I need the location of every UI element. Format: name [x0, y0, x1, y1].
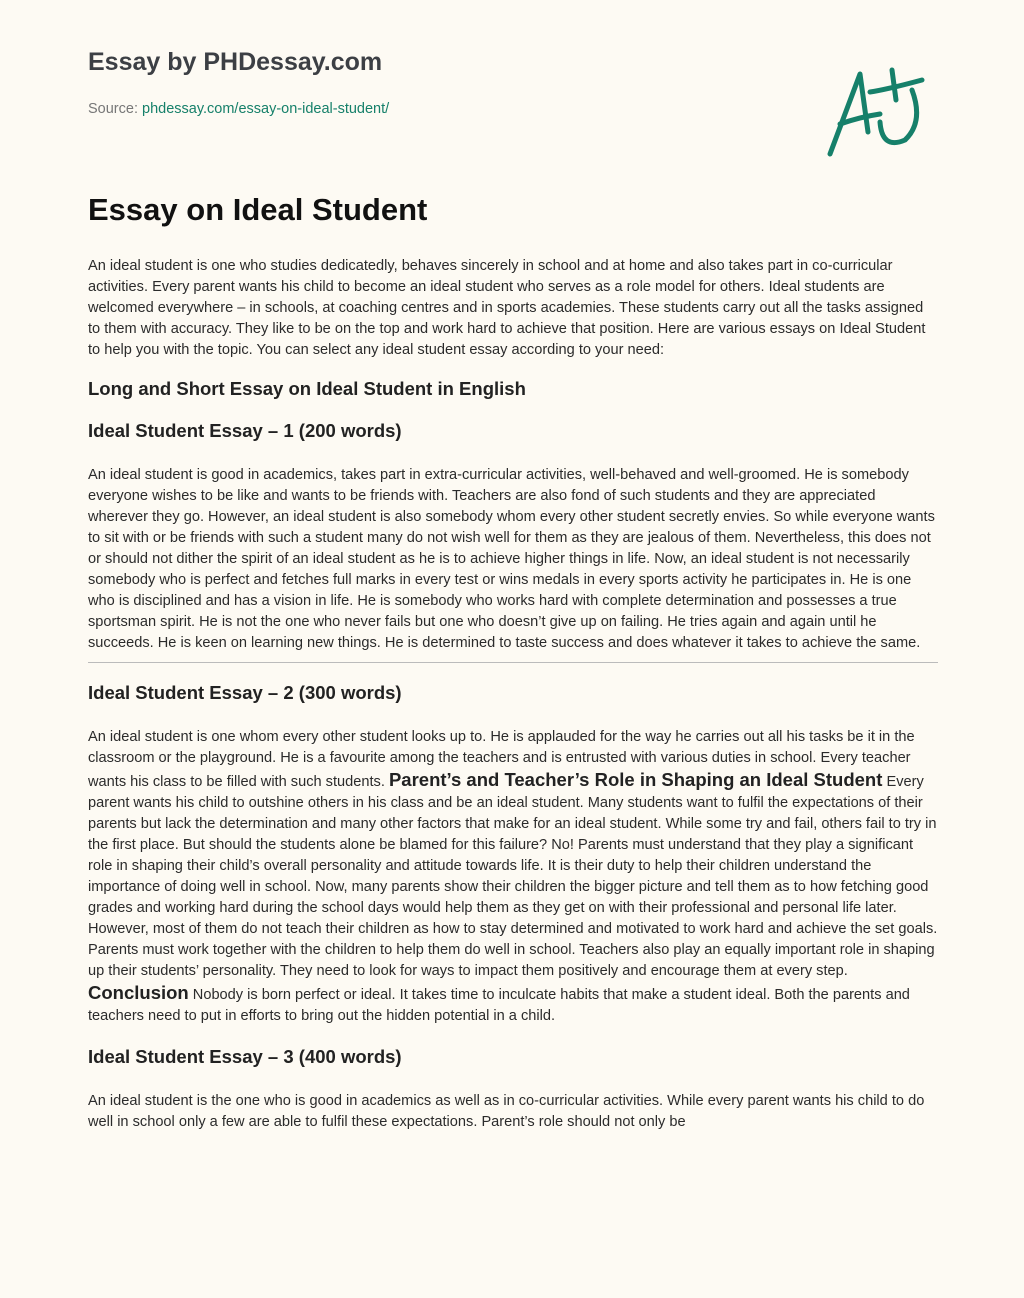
essay-3-text: An ideal student is the one who is good in academics as well as in co-curricular activities. While every parent wants his child to do well in school only a few are able to fulfil these expectations. Parent’s role should not only be [88, 1093, 925, 1130]
source-link[interactable]: phdessay.com/essay-on-ideal-student/ [142, 101, 390, 117]
essay-2-text-1: An ideal student is one whom every other student looks up to. He is applauded for the way he carries out all his tasks be it in the classroom or the playground. He is a favourite among the teachers and is entrusted with various duties in school. Every teacher wants his class to be filled with such students. [88, 729, 915, 790]
source-label: Source: [88, 101, 138, 117]
essay-2-text-2: Every parent wants his child to outshine others in his class and be an ideal student. Many students want to fulfil the expectations of their parents but lack the determination and many other factors that make for an ideal student. While some try and fail, others fail to try in the first place. But should the students alone be blamed for this failure? No! Parents must understand that they play a significant role in shaping their child’s overall personality and attitude towards life. It is their duty to help their children understand the importance of doing well in school. Now, many parents show their children the bigger picture and tell them as to how fetching good grades and working hard during the school days would help them as they get on with their professional and personal life later. However, most of them do not teach their children as how to stay determined and motivated to work hard and achieve the set goals. Parents must work together with the children to help them do well in school. Teachers also play an equally important role in shaping up their students’ personality. They need to look for ways to impact them positively and encourage them at every step. [88, 774, 938, 979]
essay-2-subheading-role: Parent’s and Teacher’s Role in Shaping an Ideal Student [388, 769, 883, 790]
source-line [88, 101, 389, 117]
essay-2-text [88, 727, 938, 1027]
essay-2-heading: Ideal Student Essay – 2 (300 words) [88, 682, 402, 703]
a-plus-logo-icon [820, 62, 930, 162]
essay-1-heading: Ideal Student Essay – 1 (200 words) [88, 420, 402, 441]
article [88, 190, 938, 1133]
essay-2-subheading-conclusion: Conclusion [88, 982, 189, 1003]
section-heading: Long and Short Essay on Ideal Student in English [88, 378, 526, 399]
essay-2-text-3: Nobody is born perfect or ideal. It takes time to inculcate habits that make a student ideal. Both the parents and teachers need to put in efforts to bring out the hidden potential in a child. [88, 987, 910, 1024]
essay-3-heading: Ideal Student Essay – 3 (400 words) [88, 1046, 402, 1067]
divider [88, 662, 938, 663]
essay-1-text: An ideal student is good in academics, takes part in extra-curricular activities, well-behaved and well-groomed. He is somebody everyone wishes to be like and wants to be friends with. Teachers are also fond of such students and they are appreciated wherever they go. However, an ideal student is also somebody whom every other student secretly envies. So while everyone wants to sit with or be friends with such a student many do not wish well for them as they are jealous of them. Nevertheless, this does not or should not dither the spirit of an ideal student as he is to achieve higher things in life. Now, an ideal student is not necessarily somebody who is perfect and fetches full marks in every test or wins medals in every sports activity he participates in. He is one who is disciplined and has a vision in life. He is somebody who works hard with complete determination and possesses a true sportsman spirit. He is not the one who never fails but one who doesn’t give up on failing. He tries again and again until he succeeds. He is keen on learning new things. He is determined to taste success and does whatever it takes to achieve the same. [88, 467, 935, 651]
page-title: Essay on Ideal Student [88, 192, 428, 227]
site-title: Essay by PHDessay.com [88, 48, 383, 76]
intro-paragraph: An ideal student is one who studies dedicatedly, behaves sincerely in school and at home and also takes part in co-curricular activities. Every parent wants his child to become an ideal student who serves as a role model for others. Ideal students are welcomed everywhere – in schools, at coaching centres and in sports academies. These students carry out all the tasks assigned to them with accuracy. They like to be on the top and work hard to achieve that position. Here are various essays on Ideal Student to help you with the topic. You can select any ideal student essay according to your need: [88, 258, 926, 358]
